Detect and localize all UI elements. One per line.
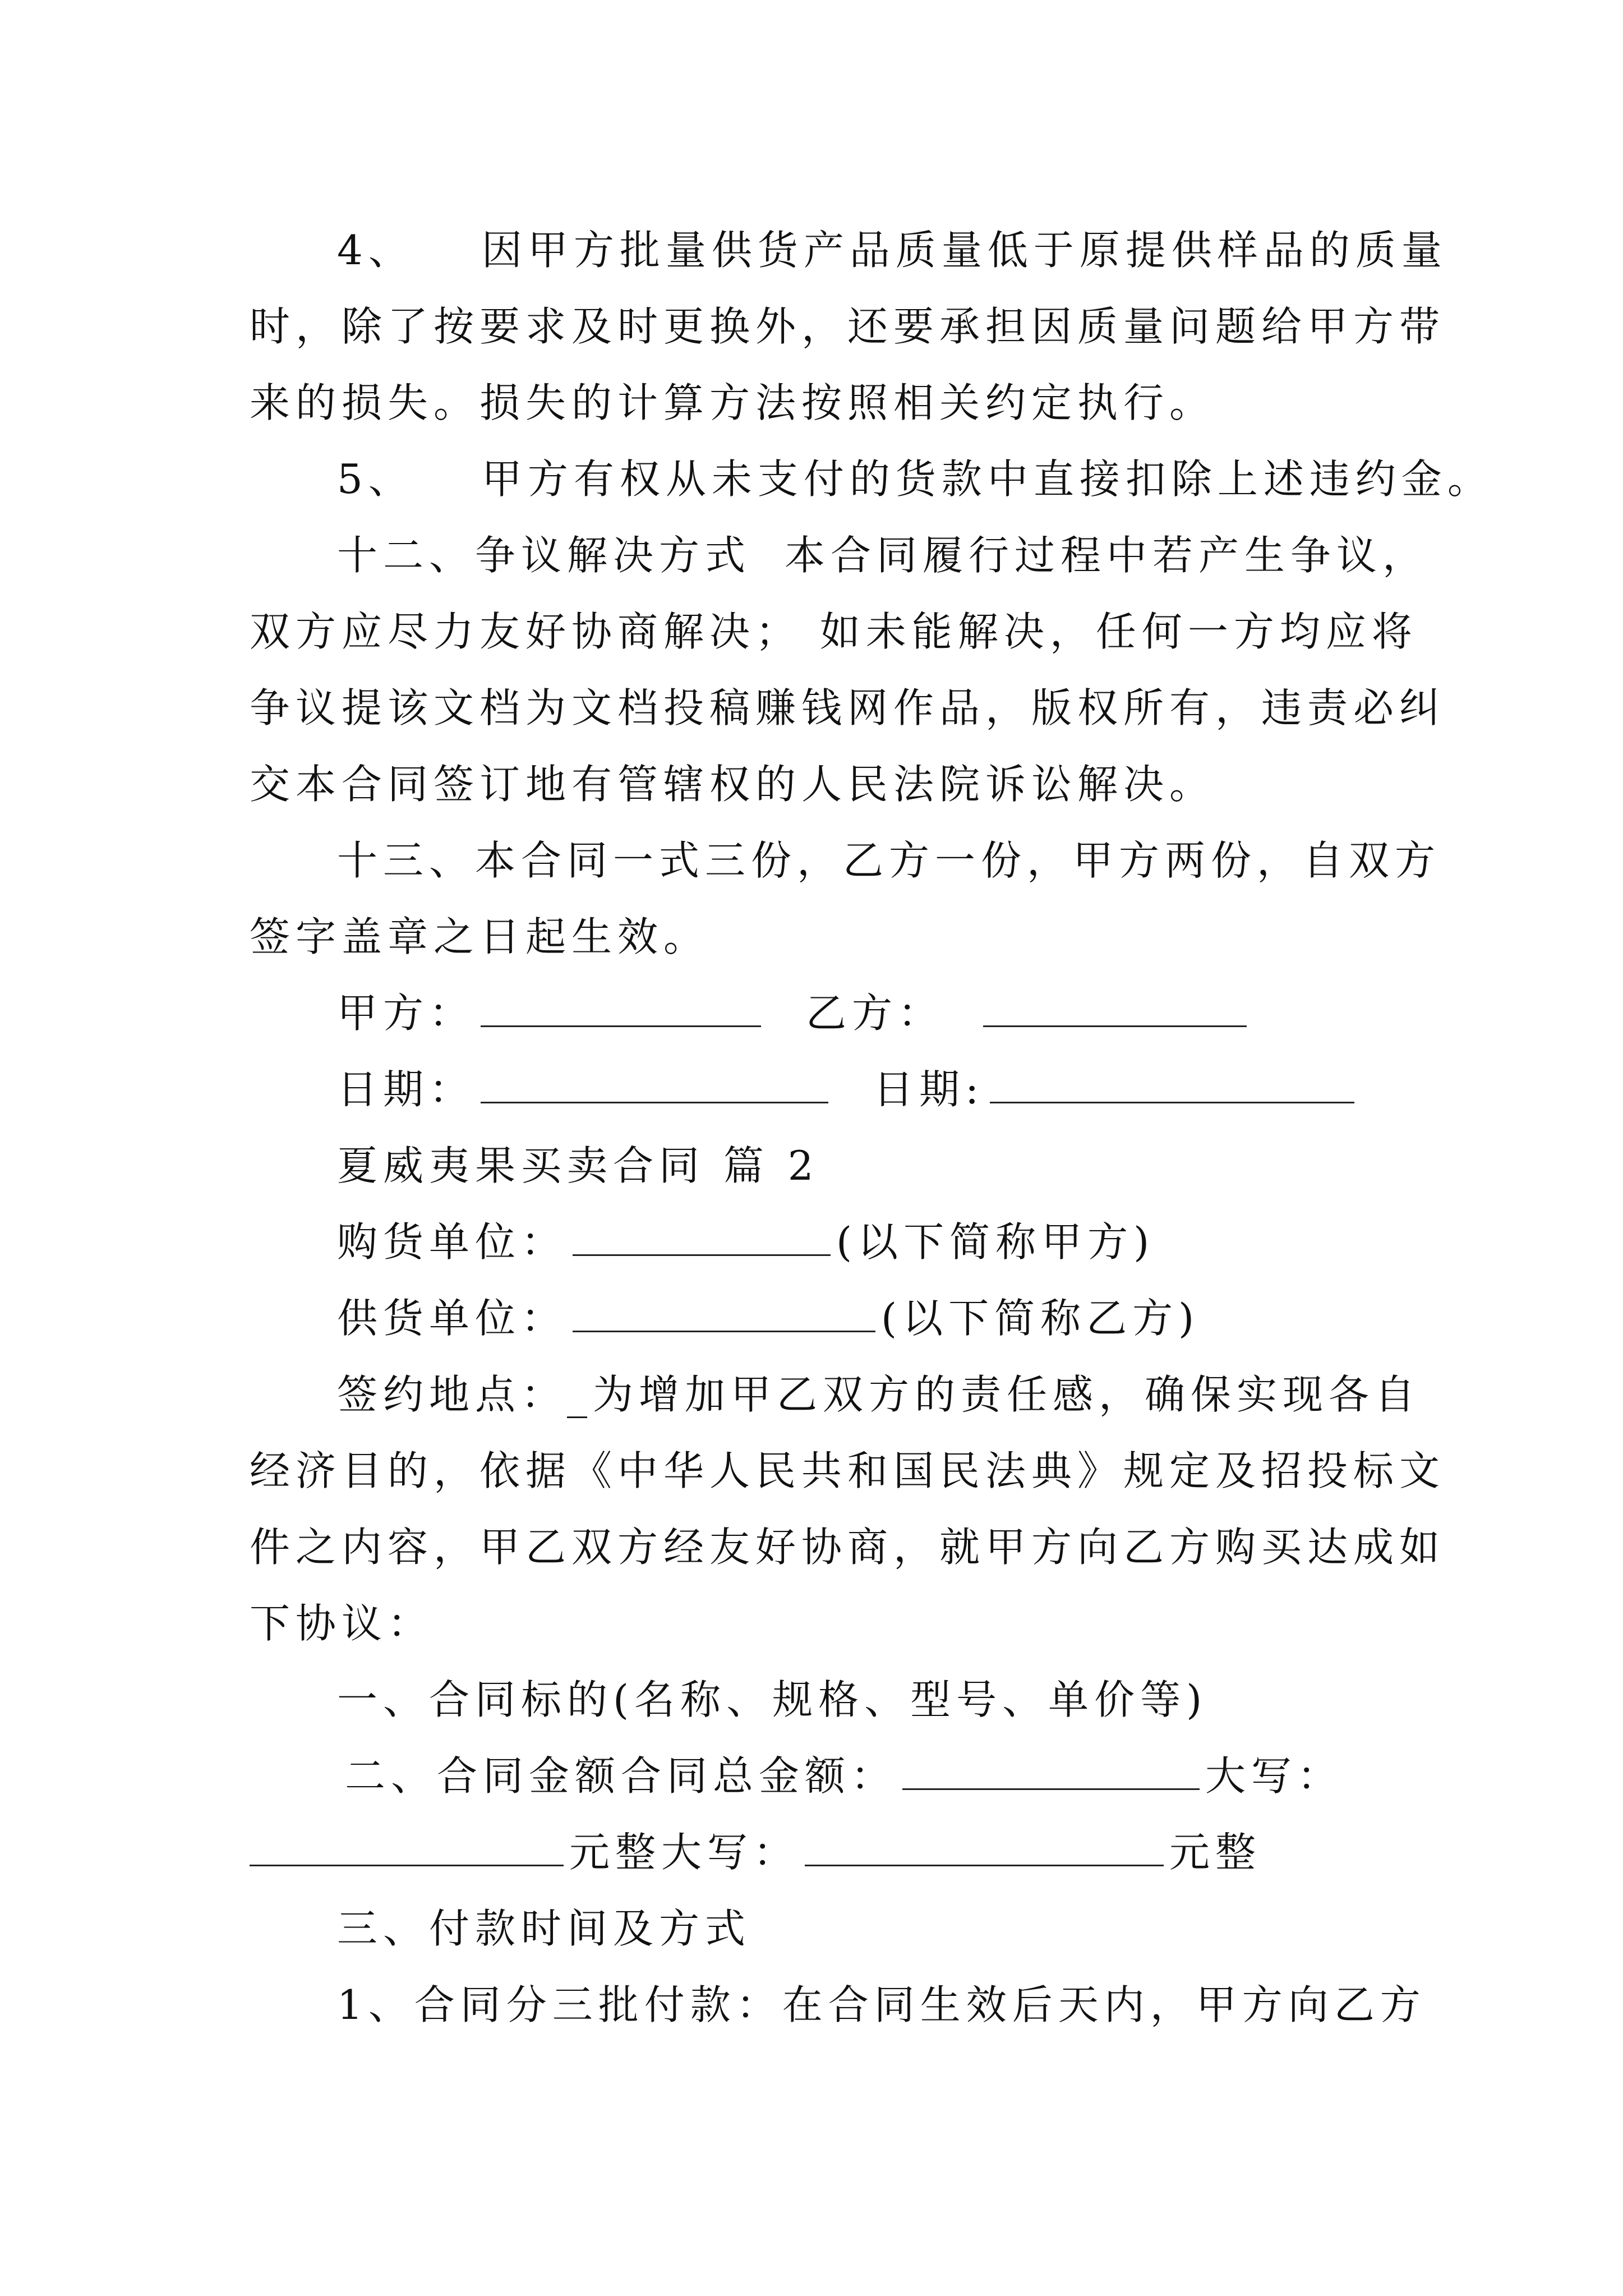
- paragraph-line: 经济目的，依据《中华人民共和国民法典》规定及招投标文: [250, 1447, 1446, 1494]
- clause-text: 因甲方批量供货产品质量低于原提供样品的质量: [481, 227, 1447, 274]
- document-body: [250, 212, 1493, 2043]
- amount-blank-2: [805, 1832, 1164, 1866]
- section-1: 一、合同标的(名称、规格、型号、单价等): [337, 1676, 1208, 1723]
- section-13: 十三、本合同一式三份，乙方一份，甲方两份，自双方: [337, 837, 1441, 884]
- buyer-blank: [573, 1222, 831, 1256]
- paragraph-line: 件之内容，甲乙双方经友好协商，就甲方向乙方购买达成如: [250, 1524, 1446, 1571]
- section-3: 三、付款时间及方式: [337, 1905, 751, 1952]
- amount-blank-1: [250, 1832, 564, 1866]
- paragraph-line: 交本合同签订地有管辖权的人民法院诉讼解决。: [250, 761, 1216, 808]
- contract-title: 夏威夷果买卖合同 篇 2: [337, 1142, 819, 1189]
- clause-number: 4、: [337, 227, 414, 274]
- date-a-label: 日期：: [337, 1066, 476, 1113]
- clause-4: [250, 212, 1447, 288]
- party-b-blank: [983, 993, 1247, 1027]
- party-a-label: 甲方：: [337, 990, 476, 1037]
- buyer-note: (以下简称甲方): [836, 1218, 1155, 1266]
- buyer-row: [250, 1204, 1399, 1280]
- section-12: [250, 517, 1429, 593]
- signature-party-row: [250, 975, 1399, 1051]
- supplier-row: [250, 1280, 1399, 1356]
- supplier-label: 供货单位：: [337, 1295, 568, 1342]
- paragraph-line: 双方应尽力友好协商解决； 如未能解决，任何一方均应将: [250, 608, 1418, 655]
- date-a-blank: [481, 1069, 828, 1103]
- clause-number: 5、: [337, 455, 414, 503]
- clause-text: 甲方有权从未支付的货款中直接扣除上述违约金。: [481, 455, 1493, 503]
- paragraph-line: 来的损失。损失的计算方法按照相关约定执行。: [250, 379, 1216, 426]
- paragraph-line: 签字盖章之日起生效。: [250, 913, 710, 960]
- section-2-label: 二、合同金额合同总金额：: [345, 1752, 897, 1800]
- section-text: 本合同履行过程中若产生争议，: [785, 532, 1429, 579]
- supplier-blank: [573, 1298, 875, 1332]
- yuan-capital-label: 元整大写：: [569, 1829, 800, 1876]
- section-heading: 十二、争议解决方式: [337, 532, 751, 579]
- paragraph-line: 下协议：: [250, 1600, 434, 1647]
- paragraph-line: 争议提该文档为文档投稿赚钱网作品，版权所有，违责必纠: [250, 684, 1446, 731]
- total-amount-blank: [902, 1756, 1200, 1790]
- supplier-note: (以下简称乙方): [881, 1295, 1200, 1342]
- clause-5: [250, 441, 1493, 517]
- paragraph-line: 时，除了按要求及时更换外，还要承担因质量问题给甲方带: [250, 303, 1446, 350]
- section-2-row: [250, 1738, 1399, 1814]
- party-a-blank: [481, 993, 761, 1027]
- sign-place-line: 签约地点：_为增加甲乙双方的责任感，确保实现各自: [337, 1371, 1421, 1418]
- yuan-label: 元整: [1169, 1829, 1262, 1876]
- amount-row: [250, 1814, 1399, 1890]
- buyer-label: 购货单位：: [337, 1218, 568, 1266]
- capital-label: 大写：: [1205, 1752, 1344, 1800]
- date-b-label: 日期:: [873, 1066, 985, 1113]
- date-b-blank: [990, 1069, 1354, 1103]
- party-b-label: 乙方：: [806, 990, 944, 1037]
- signature-date-row: [250, 1051, 1399, 1128]
- payment-clause-1: 1、合同分三批付款：在合同生效后天内，甲方向乙方: [337, 1981, 1426, 2028]
